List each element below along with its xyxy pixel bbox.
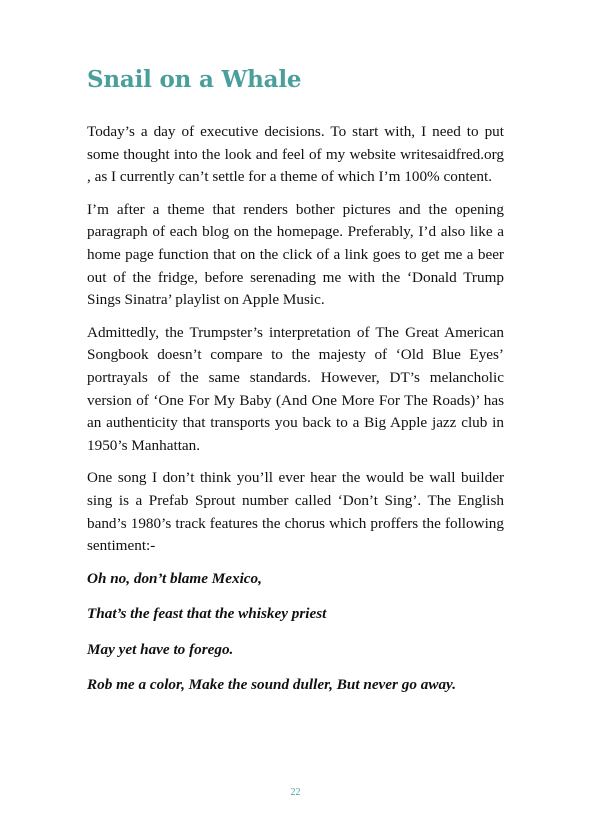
paragraph-1: Today’s a day of executive decisions. To start with, I need to put some thought into the look and feel of my website writesaidfred.org , as I currently can’t settle for a theme of which I’m 100% content. xyxy=(87,123,504,186)
body-text xyxy=(87,121,504,710)
page-number: 22 xyxy=(290,787,301,798)
paragraph-4: One song I don’t think you’ll ever hear the would be wall builder sing is a Prefab Sprout number called ‘Don’t Sing’. The English band’s 1980’s track features the chorus which proffers the following sentiment:- xyxy=(87,469,504,555)
lyric-line-2: That’s the feast that the whiskey priest xyxy=(87,605,327,623)
paragraph-3: Admittedly, the Trumpster’s interpretation of The Great American Songbook doesn’t compare to the majesty of ‘Old Blue Eyes’ portrayals of the same standards. However, DT’s melancholic version of ‘One For My Baby (And One More For The Roads)’ has an authenticity that transports you back to a Big Apple jazz club in 1950’s Manhattan. xyxy=(87,323,504,454)
paragraph-2: I’m after a theme that renders bother pictures and the opening paragraph of each blog on the homepage. Preferably, I’d also like a home page function that on the click of a link goes to get me a beer out of the fridge, before serenading me with the ‘Donald Trump Sings Sinatra’ playlist on Apple Music. xyxy=(87,200,504,309)
lyric-line-3: May yet have to forego. xyxy=(87,640,234,658)
page-title: Snail on a Whale xyxy=(87,66,302,93)
lyric-line-1: Oh no, don’t blame Mexico, xyxy=(87,569,262,587)
lyric-line-4: Rob me a color, Make the sound duller, But never go away. xyxy=(87,676,457,694)
